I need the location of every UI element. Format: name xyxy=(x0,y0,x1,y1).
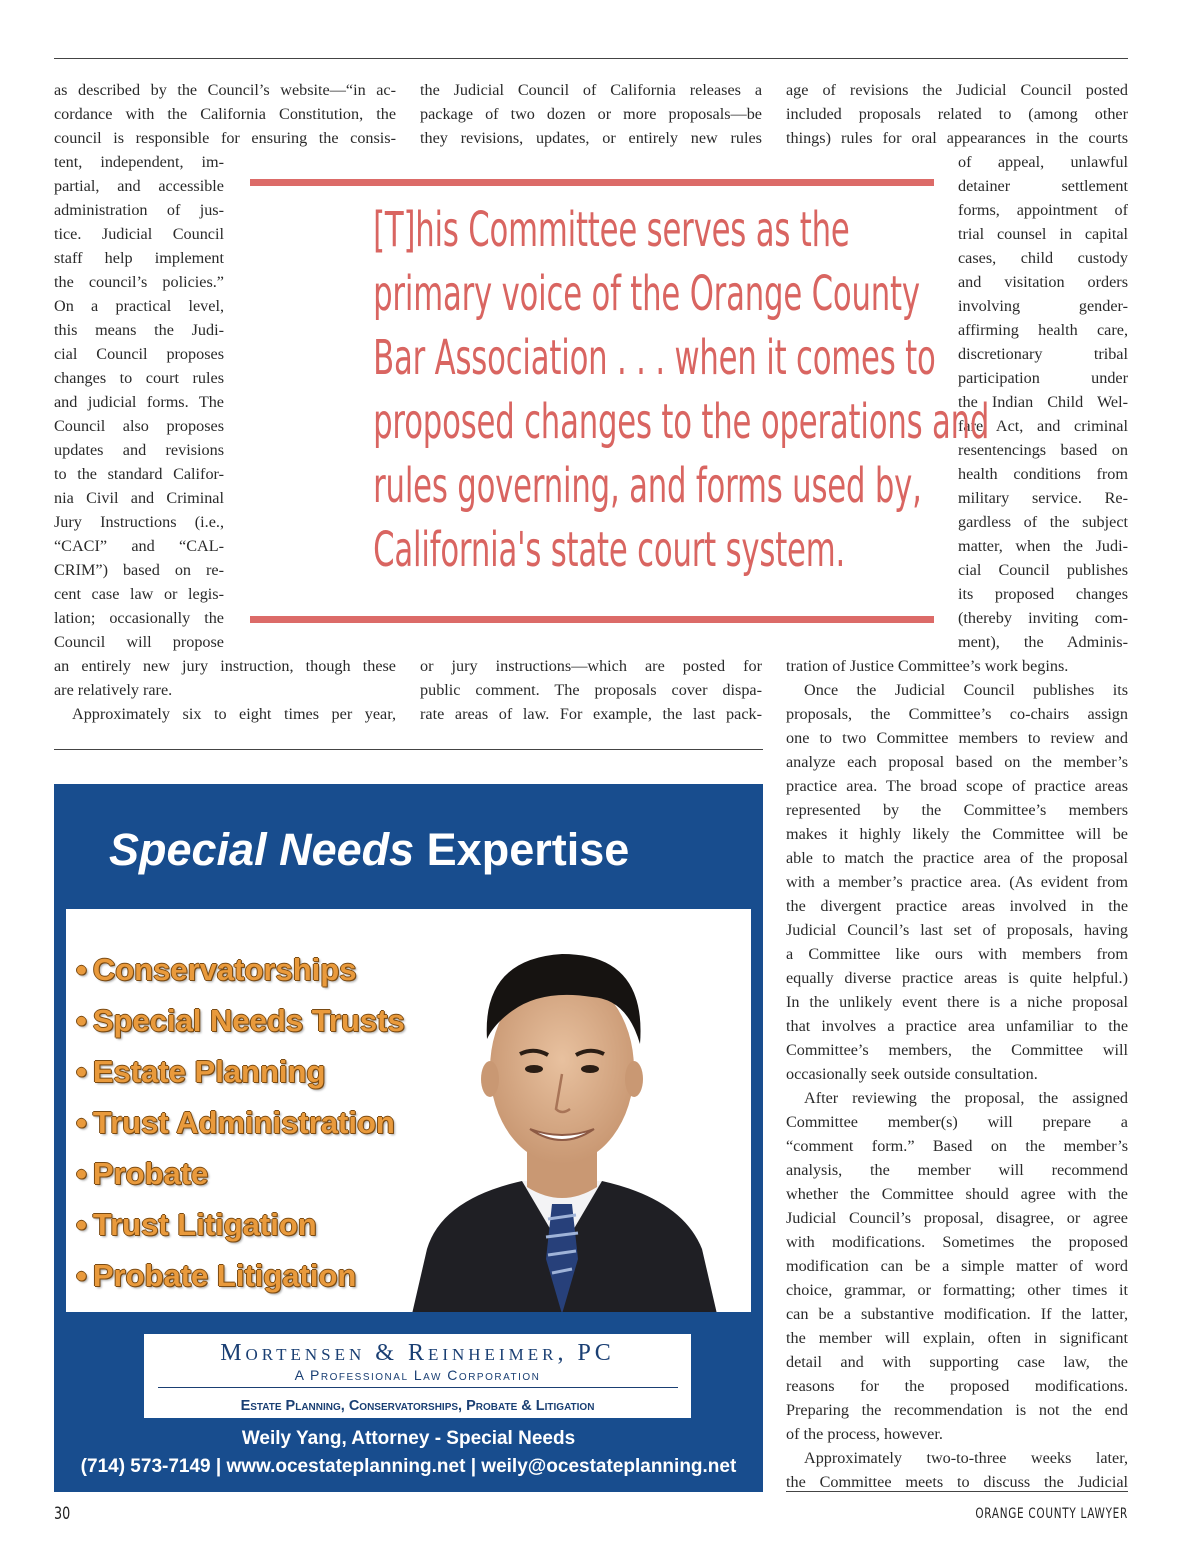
article-line: Judicial Council’s proposal, disagree, or agree xyxy=(786,1209,1128,1227)
article-line: this means the Judi- xyxy=(54,321,224,339)
ad-right-border xyxy=(751,909,763,1329)
article-line: Council will propose xyxy=(54,633,224,651)
pull-quote-line: rules governing, and forms used by, xyxy=(373,458,922,514)
ad-left-border xyxy=(54,909,66,1329)
article-line: occasionally seek outside consultation. xyxy=(786,1065,1038,1083)
article-line: cases, child custody xyxy=(958,249,1128,267)
article-line: Approximately six to eight times per year, xyxy=(72,705,396,723)
article-line: the Judicial Council of California releases a xyxy=(420,81,762,99)
pull-quote-line: [T]his Committee serves as the xyxy=(373,202,850,258)
publication-name: ORANGE COUNTY LAWYER xyxy=(975,1506,1128,1522)
article-line: detainer settlement xyxy=(958,177,1128,195)
service-item-label: Trust Litigation xyxy=(92,1207,317,1242)
service-item xyxy=(76,1148,405,1199)
service-item xyxy=(76,1046,405,1097)
article-line: equally diverse practice areas is quite helpful.) xyxy=(786,969,1128,987)
top-rule xyxy=(54,58,1128,59)
article-line: discretionary tribal xyxy=(958,345,1128,363)
article-line: cial Council proposes xyxy=(54,345,224,363)
article-line: On a practical level, xyxy=(54,297,224,315)
article-line: of the process, however. xyxy=(786,1425,943,1443)
article-line: its proposed changes xyxy=(958,585,1128,603)
article-line: choice, grammar, or formatting; other times it xyxy=(786,1281,1128,1299)
article-line: “comment form.” Based on the member’s xyxy=(786,1137,1128,1155)
article-line: can be a substantive modification. If the latter, xyxy=(786,1305,1128,1323)
advertisement xyxy=(54,784,763,1492)
article-line: as described by the Council’s website—“in ac- xyxy=(54,81,396,99)
bullet-icon: • xyxy=(76,1207,87,1242)
firm-practice-areas: Estate Planning, Conservatorships, Probate & Litigation xyxy=(240,1398,595,1414)
service-item-label: Trust Administration xyxy=(92,1105,395,1140)
article-line: with modifications. Sometimes the proposed xyxy=(786,1233,1128,1251)
article-line: partial, and accessible xyxy=(54,177,224,195)
article-line: able to match the practice area of the proposal xyxy=(786,849,1128,867)
article-line: involving gender- xyxy=(958,297,1128,315)
ad-title-italic: Special Needs xyxy=(109,824,415,875)
bullet-icon: • xyxy=(76,1258,87,1293)
article-line: Council also proposes xyxy=(54,417,224,435)
page-number: 30 xyxy=(54,1504,71,1524)
service-item-label: Probate xyxy=(92,1156,209,1191)
firm-subtitle: A Professional Law Corporation xyxy=(294,1367,541,1383)
article-line: or jury instructions—which are posted for xyxy=(420,657,762,675)
bullet-icon: • xyxy=(76,952,87,987)
article-line: staff help implement xyxy=(54,249,224,267)
article-line: cent case law or legis- xyxy=(54,585,224,603)
article-line: tration of Justice Committee’s work begins. xyxy=(786,657,1069,675)
service-item-label: Probate Litigation xyxy=(92,1258,357,1293)
article-line: a Committee like ours with members from xyxy=(786,945,1128,963)
article-line: resentencings based on xyxy=(958,441,1128,459)
pull-quote-line: California's state court system. xyxy=(373,522,846,578)
bullet-icon: • xyxy=(76,1156,87,1191)
article-line: included proposals related to (among other xyxy=(786,105,1128,123)
article-line: and visitation orders xyxy=(958,273,1128,291)
service-list xyxy=(76,944,405,1301)
article-line: Jury Instructions (i.e., xyxy=(54,513,224,531)
article-line: age of revisions the Judicial Council posted xyxy=(786,81,1128,99)
article-line: they revisions, updates, or entirely new rules xyxy=(420,129,762,147)
bullet-icon: • xyxy=(76,1105,87,1140)
pull-quote-line: primary voice of the Orange County xyxy=(373,266,920,322)
article-line: Judicial Council’s last set of proposals, having xyxy=(786,921,1128,939)
article-line: Once the Judicial Council publishes its xyxy=(804,681,1128,699)
service-item-label: Estate Planning xyxy=(92,1054,326,1089)
ad-title xyxy=(109,824,629,876)
ad-top-rule xyxy=(54,749,763,750)
service-item xyxy=(76,1250,405,1301)
article-line: to the standard Califor- xyxy=(54,465,224,483)
article-line: Committee member(s) will prepare a xyxy=(786,1113,1128,1131)
article-line: proposals, the Committee’s co-chairs assign xyxy=(786,705,1128,723)
firm-name: Mortensen & Reinheimer, PC xyxy=(220,1340,615,1366)
attorney-portrait xyxy=(372,919,752,1314)
contact-line: (714) 573-7149 | www.ocestateplanning.net | weily@ocestateplanning.net xyxy=(80,1456,737,1477)
article-line: After reviewing the proposal, the assigned xyxy=(804,1089,1128,1107)
pull-quote-line: Bar Association . . . when it comes to xyxy=(373,330,936,386)
firm-divider xyxy=(158,1387,678,1388)
article-line: detail and with supporting case law, the xyxy=(786,1353,1128,1371)
article-line: are relatively rare. xyxy=(54,681,173,699)
article-line: Preparing the recommendation is not the end xyxy=(786,1401,1128,1419)
article-line: participation under xyxy=(958,369,1128,387)
service-item xyxy=(76,944,405,995)
article-line: practice area. The broad scope of practice areas xyxy=(786,777,1128,795)
article-line: updates and revisions xyxy=(54,441,224,459)
pull-quote-bottom-bar xyxy=(250,616,934,623)
article-line: and judicial forms. The xyxy=(54,393,224,411)
service-item xyxy=(76,995,405,1046)
service-item xyxy=(76,1097,405,1148)
article-line: the divergent practice areas involved in the xyxy=(786,897,1128,915)
article-line: analysis, the member will recommend xyxy=(786,1161,1128,1179)
article-line: council is responsible for ensuring the consis- xyxy=(54,129,396,147)
attorney-line: Weily Yang, Attorney - Special Needs xyxy=(241,1428,576,1449)
article-line: analyze each proposal based on the member’s xyxy=(786,753,1128,771)
ad-title-rest: Expertise xyxy=(414,824,630,875)
article-line: Approximately two-to-three weeks later, xyxy=(804,1449,1128,1467)
article-line: tent, independent, im- xyxy=(54,153,224,171)
article-line: CRIM”) based on re- xyxy=(54,561,224,579)
article-line: (thereby inviting com- xyxy=(958,609,1128,627)
pull-quote xyxy=(250,198,990,598)
article-line: cordance with the California Constitution, the xyxy=(54,105,396,123)
article-line: the council’s policies.” xyxy=(54,273,224,291)
article-line: trial counsel in capital xyxy=(958,225,1128,243)
article-line: fare Act, and criminal xyxy=(958,417,1128,435)
article-line: lation; occasionally the xyxy=(54,609,224,627)
article-line: reasons for the proposed modifications. xyxy=(786,1377,1128,1395)
article-line: changes to court rules xyxy=(54,369,224,387)
article-line: that involves a practice area unfamiliar to the xyxy=(786,1017,1128,1035)
service-item xyxy=(76,1199,405,1250)
article-line: cial Council publishes xyxy=(958,561,1128,579)
article-line: ment), the Adminis- xyxy=(958,633,1128,651)
article-line: rate areas of law. For example, the last pack- xyxy=(420,705,762,723)
bullet-icon: • xyxy=(76,1054,87,1089)
service-item-label: Special Needs Trusts xyxy=(92,1003,405,1038)
bullet-icon: • xyxy=(76,1003,87,1038)
article-line: one to two Committee members to review and xyxy=(786,729,1128,747)
bottom-rule xyxy=(786,1491,1128,1492)
article-line: gardless of the subject xyxy=(958,513,1128,531)
article-line: military service. Re- xyxy=(958,489,1128,507)
article-line: of appeal, unlawful xyxy=(958,153,1128,171)
article-line: forms, appointment of xyxy=(958,201,1128,219)
article-line: represented by the Committee’s members xyxy=(786,801,1128,819)
article-line: an entirely new jury instruction, though these xyxy=(54,657,396,675)
article-line: health conditions from xyxy=(958,465,1128,483)
article-line: whether the Committee should agree with the xyxy=(786,1185,1128,1203)
article-line: administration of jus- xyxy=(54,201,224,219)
article-line: the member will explain, often in significant xyxy=(786,1329,1128,1347)
pull-quote-line: proposed changes to the operations and xyxy=(373,394,990,450)
article-line: things) rules for oral appearances in the courts xyxy=(786,129,1128,147)
article-line: with a member’s practice area. (As evident from xyxy=(786,873,1128,891)
service-item-label: Conservatorships xyxy=(92,952,357,987)
article-line: public comment. The proposals cover dispa- xyxy=(420,681,762,699)
article-line: the Indian Child Wel- xyxy=(958,393,1128,411)
article-line: the Committee meets to discuss the Judicial xyxy=(786,1473,1128,1491)
pull-quote-top-bar xyxy=(250,179,934,186)
article-line: affirming health care, xyxy=(958,321,1128,339)
article-line: matter, when the Judi- xyxy=(958,537,1128,555)
article-line: tice. Judicial Council xyxy=(54,225,224,243)
article-line: “CACI” and “CAL- xyxy=(54,537,224,555)
article-line: modification can be a simple matter of word xyxy=(786,1257,1128,1275)
article-line: nia Civil and Criminal xyxy=(54,489,224,507)
article-line: package of two dozen or more proposals—be xyxy=(420,105,762,123)
article-line: makes it highly likely the Committee will be xyxy=(786,825,1128,843)
article-line: Committee’s members, the Committee will xyxy=(786,1041,1128,1059)
article-line: In the unlikely event there is a niche proposal xyxy=(786,993,1128,1011)
firm-box xyxy=(144,1334,691,1418)
